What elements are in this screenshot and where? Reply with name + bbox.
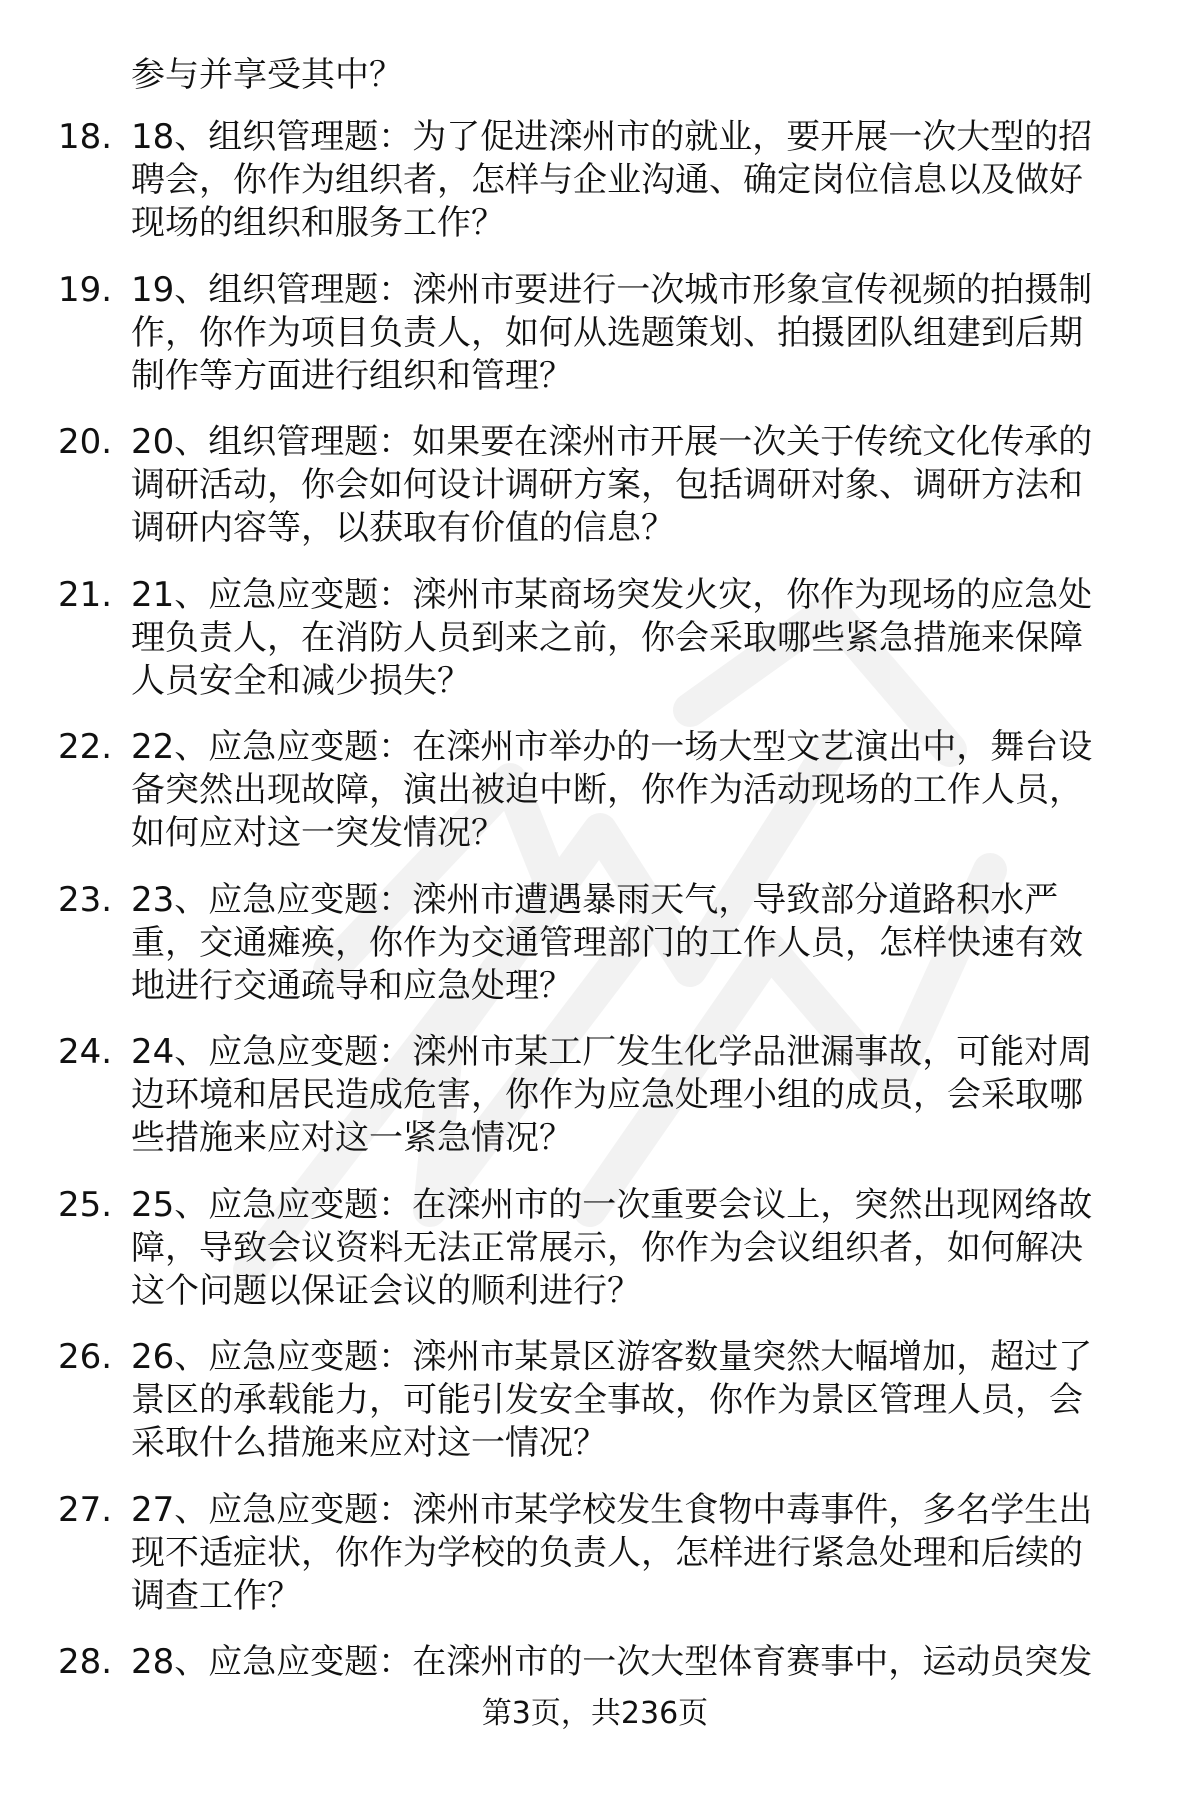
question-text-line: 28、应急应变题：在滦州市的一次大型体育赛事中，运动员突发 <box>131 1642 1093 1682</box>
question-number: 18. <box>58 117 113 157</box>
question-text-line: 地进行交通疏导和应急处理？ <box>131 965 573 1006</box>
question-text-line: 调查工作？ <box>131 1575 301 1616</box>
question-text-line: 19、组织管理题：滦州市要进行一次城市形象宣传视频的拍摄制 <box>131 269 1093 310</box>
question-text-line: 景区的承载能力，可能引发安全事故，你作为景区管理人员，会 <box>131 1380 1083 1420</box>
question-text-line: 聘会，你作为组织者，怎样与企业沟通、确定岗位信息以及做好 <box>131 160 1083 200</box>
question-item <box>0 1186 1190 1339</box>
continuation-text: 参与并享受其中？ <box>131 55 403 95</box>
question-number: 19. <box>58 269 113 310</box>
question-text-line: 调研活动，你会如何设计调研方案，包括调研对象、调研方法和 <box>131 465 1083 505</box>
question-item <box>0 271 1190 424</box>
question-item <box>0 728 1190 881</box>
page-footer: 第3页，共236页 <box>481 1696 709 1731</box>
question-number: 26. <box>58 1337 113 1377</box>
question-item <box>0 118 1190 271</box>
question-text-line: 调研内容等，以获取有价值的信息？ <box>131 508 675 548</box>
question-text-line: 障，导致会议资料无法正常展示，你作为会议组织者，如何解决 <box>131 1227 1083 1268</box>
question-text-line: 21、应急应变题：滦州市某商场突发火灾，你作为现场的应急处 <box>131 574 1093 615</box>
question-text-line: 采取什么措施来应对这一情况？ <box>131 1423 607 1463</box>
question-number: 28. <box>58 1642 113 1682</box>
question-text-line: 备突然出现故障，演出被迫中断，你作为活动现场的工作人员， <box>131 770 1083 810</box>
question-text-line: 制作等方面进行组织和管理？ <box>131 355 573 396</box>
question-text-line: 理负责人，在消防人员到来之前，你会采取哪些紧急措施来保障 <box>131 617 1083 658</box>
question-text-line: 边环境和居民造成危害，你作为应急处理小组的成员，会采取哪 <box>131 1075 1083 1115</box>
question-number: 27. <box>58 1489 113 1530</box>
question-number: 22. <box>58 727 113 767</box>
question-text-line: 23、应急应变题：滦州市遭遇暴雨天气，导致部分道路积水严 <box>131 879 1059 920</box>
question-text-line: 24、应急应变题：滦州市某工厂发生化学品泄漏事故，可能对周 <box>131 1032 1093 1072</box>
question-item <box>0 1033 1190 1186</box>
question-list <box>0 118 1190 1796</box>
question-text-line: 18、组织管理题：为了促进滦州市的就业，要开展一次大型的招 <box>131 117 1093 157</box>
question-item <box>0 1338 1190 1491</box>
question-text-line: 如何应对这一突发情况？ <box>131 813 505 853</box>
question-text-line: 人员安全和减少损失？ <box>131 660 471 701</box>
question-text-line: 22、应急应变题：在滦州市举办的一场大型文艺演出中，舞台设 <box>131 727 1093 767</box>
question-item <box>0 423 1190 576</box>
question-number: 20. <box>58 422 113 462</box>
question-text-line: 20、组织管理题：如果要在滦州市开展一次关于传统文化传承的 <box>131 422 1093 462</box>
question-text-line: 些措施来应对这一紧急情况？ <box>131 1118 573 1158</box>
question-number: 25. <box>58 1184 113 1225</box>
question-number: 21. <box>58 574 113 615</box>
question-text-line: 25、应急应变题：在滦州市的一次重要会议上，突然出现网络故 <box>131 1184 1093 1225</box>
question-item <box>0 576 1190 729</box>
question-text-line: 重，交通瘫痪，你作为交通管理部门的工作人员，怎样快速有效 <box>131 922 1083 963</box>
question-number: 23. <box>58 879 113 920</box>
question-text-line: 作，你作为项目负责人，如何从选题策划、拍摄团队组建到后期 <box>131 312 1083 353</box>
question-text-line: 27、应急应变题：滦州市某学校发生食物中毒事件，多名学生出 <box>131 1489 1093 1530</box>
question-text-line: 现场的组织和服务工作？ <box>131 203 505 243</box>
question-text-line: 26、应急应变题：滦州市某景区游客数量突然大幅增加，超过了 <box>131 1337 1093 1377</box>
question-text-line: 这个问题以保证会议的顺利进行？ <box>131 1270 641 1311</box>
question-item <box>0 881 1190 1034</box>
question-text-line: 现不适症状，你作为学校的负责人，怎样进行紧急处理和后续的 <box>131 1532 1083 1573</box>
question-number: 24. <box>58 1032 113 1072</box>
question-item <box>0 1491 1190 1644</box>
